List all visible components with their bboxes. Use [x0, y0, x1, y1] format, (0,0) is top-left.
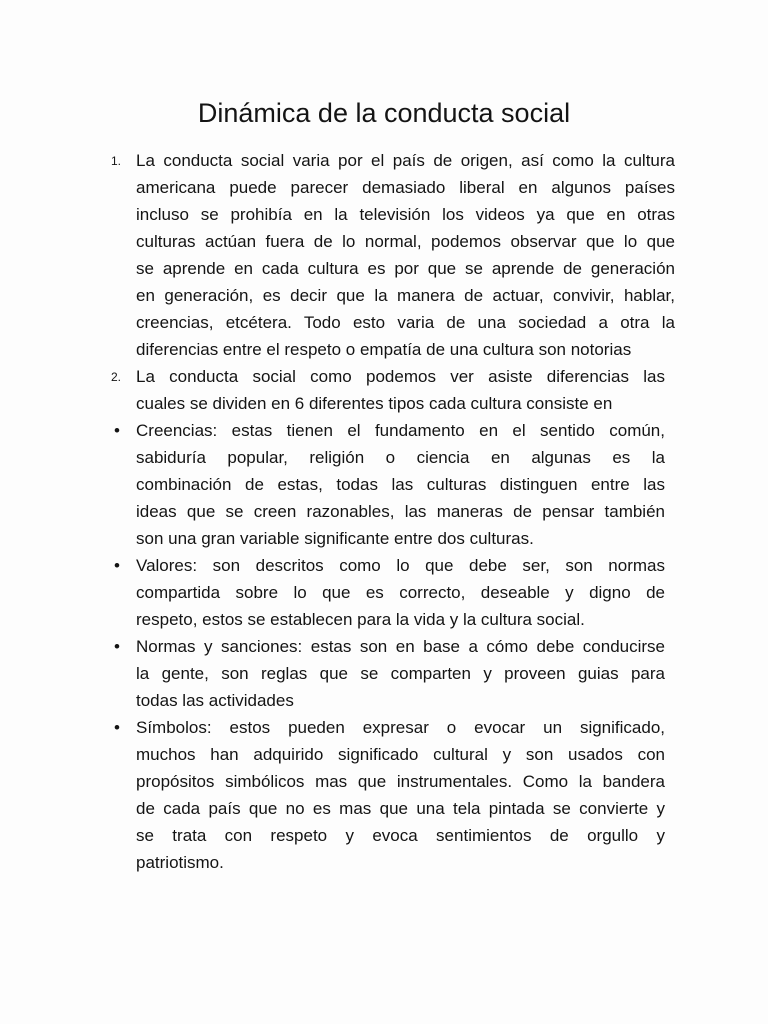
- text-line: todas las actividades: [136, 691, 294, 710]
- bullet-item-normas: [0, 633, 768, 714]
- item-text: [136, 633, 665, 714]
- page-title: Dinámica de la conducta social: [197, 98, 571, 128]
- bullet-item-valores: [0, 552, 768, 633]
- text-line: en generación, es decir que la manera de actuar, convivir, hablar,: [136, 286, 675, 305]
- text-line: se trata con respeto y evoca sentimientos de orgullo y: [136, 826, 665, 845]
- document-body: [0, 147, 768, 876]
- text-line: Creencias: estas tienen el fundamento en el sentido común,: [136, 421, 665, 440]
- text-line: respeto, estos se establecen para la vida y la cultura social.: [136, 610, 585, 629]
- text-line: ideas que se creen razonables, las maneras de pensar también: [136, 502, 665, 521]
- text-line: se aprende en cada cultura es por que se aprende de generación: [136, 259, 675, 278]
- text-line: Valores: son descritos como lo que debe ser, son normas: [136, 556, 665, 575]
- list-number: 1.: [111, 154, 122, 168]
- text-line: compartida sobre lo que es correcto, deseable y digno de: [136, 583, 665, 602]
- numbered-item-2: [0, 363, 768, 417]
- text-line: Normas y sanciones: estas son en base a cómo debe conducirse: [136, 637, 665, 656]
- text-line: propósitos simbólicos mas que instrumentales. Como la bandera: [136, 772, 665, 791]
- text-line: de cada país que no es mas que una tela pintada se convierte y: [136, 799, 665, 818]
- bullet-icon: •: [114, 718, 120, 737]
- bullet-icon: •: [114, 637, 120, 656]
- item-text: [136, 714, 665, 876]
- numbered-item-1: [0, 147, 768, 363]
- text-line: la gente, son reglas que se comparten y proveen guias para: [136, 664, 665, 683]
- text-line: creencias, etcétera. Todo esto varia de una sociedad a otra la: [136, 313, 675, 332]
- text-line: La conducta social varia por el país de origen, así como la cultura: [136, 151, 675, 170]
- item-text: [136, 363, 665, 417]
- item-text: [136, 147, 675, 363]
- text-line: diferencias entre el respeto o empatía de una cultura son notorias: [136, 340, 632, 359]
- text-line: muchos han adquirido significado cultural y son usados con: [136, 745, 665, 764]
- text-line: Símbolos: estos pueden expresar o evocar un significado,: [136, 718, 665, 737]
- text-line: cuales se dividen en 6 diferentes tipos cada cultura consiste en: [136, 394, 613, 413]
- text-line: combinación de estas, todas las culturas distinguen entre las: [136, 475, 665, 494]
- text-line: americana puede parecer demasiado liberal en algunos países: [136, 178, 675, 197]
- bullet-item-simbolos: [0, 714, 768, 876]
- text-line: patriotismo.: [136, 853, 224, 872]
- text-line: La conducta social como podemos ver asiste diferencias las: [136, 367, 665, 386]
- text-line: son una gran variable significante entre dos culturas.: [136, 529, 534, 548]
- item-text: [136, 552, 665, 633]
- bullet-item-creencias: [0, 417, 768, 552]
- bullet-icon: •: [114, 421, 120, 440]
- list-number: 2.: [111, 370, 122, 384]
- text-line: sabiduría popular, religión o ciencia en algunas es la: [136, 448, 665, 467]
- text-line: incluso se prohibía en la televisión los videos ya que en otras: [136, 205, 675, 224]
- bullet-icon: •: [114, 556, 120, 575]
- item-text: [136, 417, 665, 552]
- text-line: culturas actúan fuera de lo normal, podemos observar que lo que: [136, 232, 675, 251]
